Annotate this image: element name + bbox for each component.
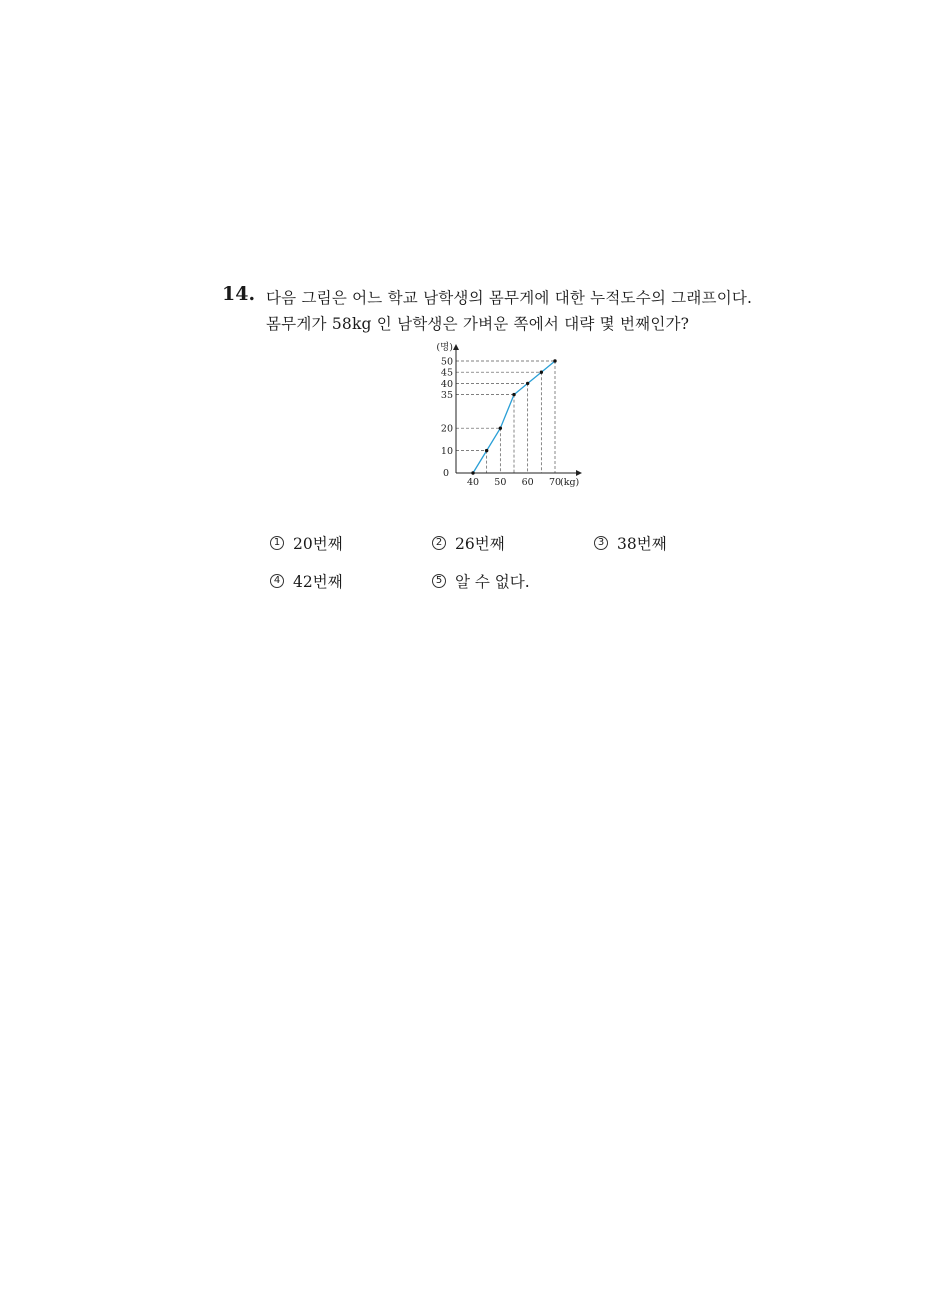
x-tick-label-70: 70 — [548, 477, 562, 488]
y-tick-label-35: 35 — [440, 390, 453, 402]
choice-5-number: 5 — [432, 574, 446, 588]
x-axis-label: (kg) — [560, 477, 580, 488]
origin-label: 0 — [442, 468, 449, 479]
data-point-70 — [553, 359, 556, 362]
choice-1-number: 1 — [270, 536, 284, 550]
data-point-50 — [499, 427, 502, 430]
data-point-45 — [485, 449, 488, 452]
cumulative-frequency-chart — [420, 338, 590, 490]
choice-5[interactable] — [432, 570, 530, 592]
data-point-65 — [540, 371, 543, 374]
y-tick-label-10: 10 — [440, 446, 453, 458]
choice-4-text: 42번째 — [293, 573, 343, 591]
choice-2-text: 26번째 — [455, 535, 505, 553]
question-number: 14. — [222, 283, 256, 305]
choice-2-number: 2 — [432, 536, 446, 550]
y-tick-label-20: 20 — [440, 423, 453, 435]
choice-4-number: 4 — [270, 574, 284, 588]
y-tick-label-45: 45 — [440, 367, 453, 379]
choice-3-text: 38번째 — [617, 535, 667, 553]
x-axis-arrow — [576, 470, 582, 476]
y-tick-label-40: 40 — [440, 378, 453, 390]
x-tick-label-60: 60 — [521, 477, 534, 488]
y-tick-label-50: 50 — [440, 356, 453, 368]
y-axis-label: (명) — [436, 342, 453, 353]
data-point-55 — [512, 393, 515, 396]
data-point-60 — [526, 382, 529, 385]
question-text-line2: 몸무게가 58kg 인 남학생은 가벼운 쪽에서 대략 몇 번째인가? — [266, 315, 690, 333]
x-tick-label-40: 40 — [466, 477, 480, 488]
choice-4[interactable] — [270, 570, 343, 592]
choice-3[interactable] — [594, 532, 667, 554]
y-axis-arrow — [453, 344, 459, 350]
choice-1[interactable] — [270, 532, 343, 554]
choice-2[interactable] — [432, 532, 505, 554]
choice-1-text: 20번째 — [293, 535, 343, 553]
chart-svg — [420, 338, 590, 490]
choice-5-text: 알 수 없다. — [455, 573, 530, 591]
x-tick-label-50: 50 — [494, 477, 507, 488]
data-point-40 — [471, 471, 474, 474]
question-text-line1: 다음 그림은 어느 학교 남학생의 몸무게에 대한 누적도수의 그래프이다. — [266, 289, 753, 307]
choice-3-number: 3 — [594, 536, 608, 550]
